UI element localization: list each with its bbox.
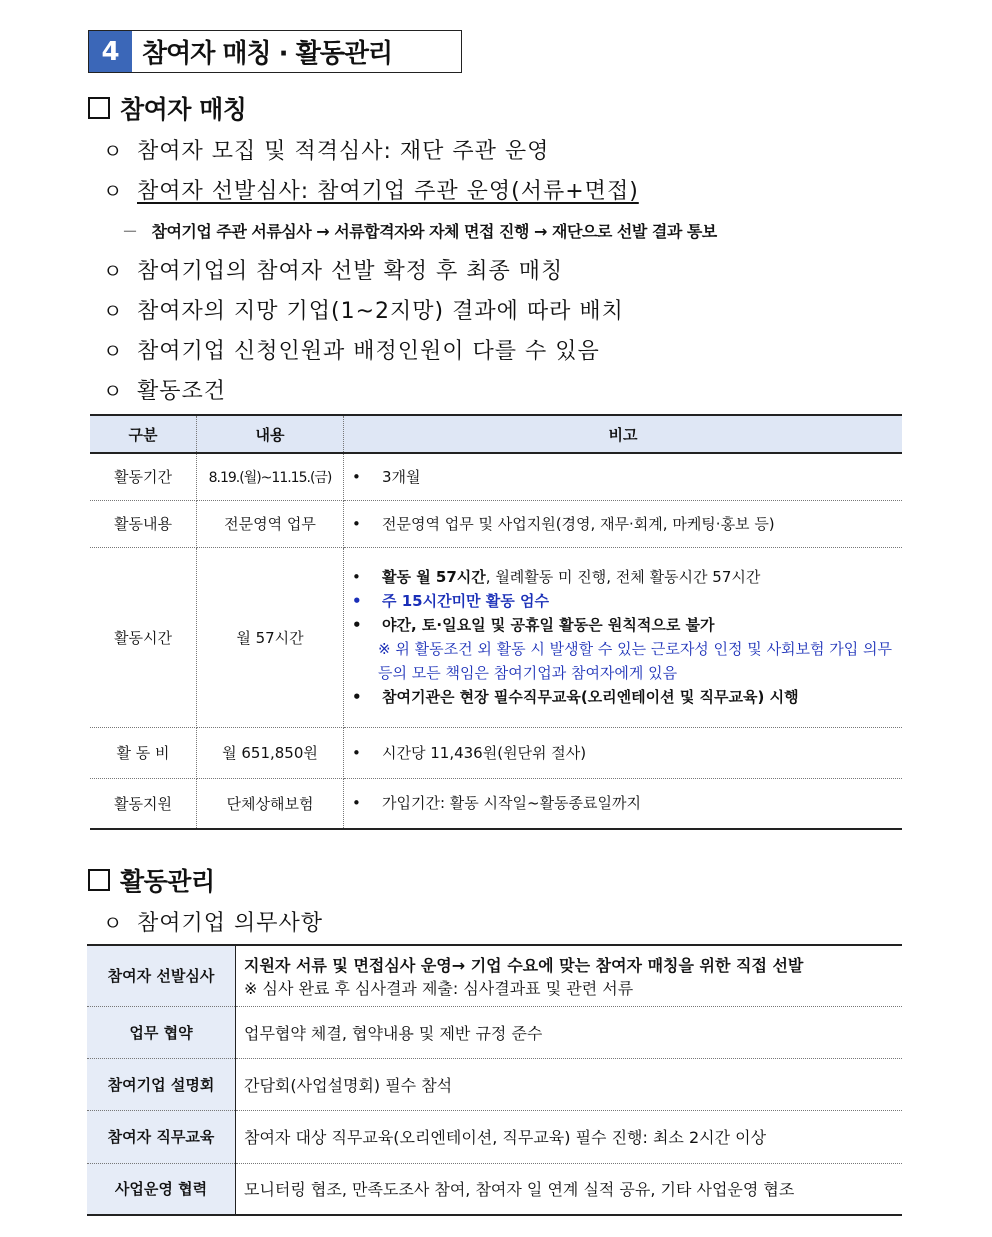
row-note: 3개월 bbox=[382, 467, 421, 486]
bullet-icon: • bbox=[352, 467, 361, 486]
bullet-item bbox=[103, 174, 639, 205]
bullet-icon: ㅇ bbox=[103, 299, 124, 323]
note-text: , 월례활동 미 진행, 전체 활동시간 57시간 bbox=[485, 568, 761, 586]
bullet-text: 참여기업 신청인원과 배정인원이 다를 수 있음 bbox=[137, 339, 600, 364]
row-value: 업무협약 체결, 협약내용 및 제반 규정 준수 bbox=[236, 1006, 903, 1058]
row-content: 단체상해보험 bbox=[197, 778, 344, 829]
bullet-icon: ㅇ bbox=[103, 379, 124, 403]
obligations-table bbox=[87, 944, 902, 1216]
subsection-title: 활동관리 bbox=[120, 867, 215, 896]
bullet-item bbox=[103, 294, 624, 325]
bullet-icon: ㅇ bbox=[103, 259, 124, 283]
row-note: 전문영역 업무 및 사업지원(경영, 재무·회계, 마케팅·홍보 등) bbox=[382, 514, 775, 533]
table-row bbox=[87, 1058, 902, 1110]
bullet-icon: • bbox=[352, 592, 362, 610]
row-note: 시간당 11,436원(원단위 절사) bbox=[382, 743, 587, 762]
section-title: 참여자 매칭 · 활동관리 bbox=[142, 39, 393, 69]
row-content: 8.19.(월)~11.15.(금) bbox=[197, 453, 344, 500]
row-content: 전문영역 업무 bbox=[197, 500, 344, 547]
dash-icon: － bbox=[122, 222, 138, 241]
bullet-icon: • bbox=[352, 794, 361, 813]
section-header bbox=[88, 30, 462, 73]
row-label: 활동기간 bbox=[90, 453, 197, 500]
bullet-item bbox=[103, 134, 549, 165]
bullet-icon: ㅇ bbox=[103, 911, 124, 935]
sub-item bbox=[122, 219, 717, 242]
row-label: 참여기업 설명회 bbox=[87, 1058, 236, 1110]
bullet-text: 참여자의 지망 기업(1~2지망) 결과에 따라 배치 bbox=[137, 299, 624, 324]
row-value: 간담회(사업설명회) 필수 참석 bbox=[236, 1058, 903, 1110]
row-label: 활동내용 bbox=[90, 500, 197, 547]
bullet-item bbox=[103, 374, 226, 405]
row-value: 모니터링 협조, 만족도조사 참여, 참여자 일 연계 실적 공유, 기타 사업운영 협조 bbox=[236, 1163, 903, 1215]
bullet-text: 참여자 모집 및 적격심사: 재단 주관 운영 bbox=[137, 139, 550, 164]
bullet-icon: ㅇ bbox=[103, 179, 124, 203]
activity-conditions-table bbox=[90, 414, 902, 830]
table-row bbox=[90, 500, 902, 547]
row-remark: ※ 심사 완료 후 심사결과 제출: 심사결과표 및 관련 서류 bbox=[244, 978, 634, 998]
table-row bbox=[90, 547, 902, 727]
column-header: 구분 bbox=[90, 415, 197, 453]
row-label: 사업운영 협력 bbox=[87, 1163, 236, 1215]
bullet-item bbox=[103, 906, 323, 937]
row-label: 활동지원 bbox=[90, 778, 197, 829]
row-label: 활 동 비 bbox=[90, 727, 197, 778]
note-text: 주 15시간미만 활동 엄수 bbox=[382, 592, 549, 610]
row-label: 업무 협약 bbox=[87, 1006, 236, 1058]
bullet-icon: ㅇ bbox=[103, 339, 124, 363]
subsection-title: 참여자 매칭 bbox=[120, 95, 247, 124]
bullet-text: 참여자 선발심사: 참여기업 주관 운영(서류+면접) bbox=[137, 179, 639, 204]
note-bold: 활동 월 57시간 bbox=[382, 568, 486, 586]
checkbox-square-icon bbox=[88, 869, 110, 891]
remark-text: ※ 위 활동조건 외 활동 시 발생할 수 있는 근로자성 인정 및 사회보험 가입 의무 등의 모든 책임은 참여기업과 참여자에게 있음 bbox=[378, 640, 893, 682]
subsection-management bbox=[88, 862, 215, 898]
note-text: 참여기관은 현장 필수직무교육(오리엔테이션 및 직무교육) 시행 bbox=[382, 688, 799, 706]
note-text: 야간, 토·일요일 및 공휴일 활동은 원칙적으로 불가 bbox=[382, 616, 715, 634]
bullet-item bbox=[103, 254, 563, 285]
column-header: 내용 bbox=[197, 415, 344, 453]
row-label: 활동시간 bbox=[90, 547, 197, 727]
subsection-matching bbox=[88, 90, 246, 126]
section-number: 4 bbox=[89, 31, 132, 72]
row-value: 지원자 서류 및 면접심사 운영→ 기업 수요에 맞는 참여자 매칭을 위한 직접 선발 bbox=[244, 955, 804, 975]
bullet-text: 참여기업의 참여자 선발 확정 후 최종 매칭 bbox=[137, 259, 564, 284]
bullet-icon: • bbox=[352, 568, 361, 586]
bullet-icon: • bbox=[352, 688, 362, 706]
row-label: 참여자 직무교육 bbox=[87, 1110, 236, 1163]
table-row bbox=[87, 1006, 902, 1058]
table-row bbox=[90, 778, 902, 829]
row-content: 월 651,850원 bbox=[197, 727, 344, 778]
checkbox-square-icon bbox=[88, 97, 110, 119]
row-label: 참여자 선발심사 bbox=[87, 945, 236, 1006]
bullet-icon: • bbox=[352, 514, 361, 533]
table-row bbox=[87, 1110, 902, 1163]
row-content: 월 57시간 bbox=[197, 547, 344, 727]
sub-text: 참여기업 주관 서류심사 → 서류합격자와 자체 면접 진행 → 재단으로 선발 결과 통보 bbox=[151, 222, 717, 241]
row-note: 가입기간: 활동 시작일~활동종료일까지 bbox=[382, 794, 641, 813]
table-row bbox=[87, 1163, 902, 1215]
bullet-icon: ㅇ bbox=[103, 139, 124, 163]
table-header-row bbox=[90, 415, 902, 453]
row-value: 참여자 대상 직무교육(오리엔테이션, 직무교육) 필수 진행: 최소 2시간 이상 bbox=[236, 1110, 903, 1163]
table-row bbox=[87, 945, 902, 1006]
table-row bbox=[90, 453, 902, 500]
bullet-item bbox=[103, 334, 600, 365]
bullet-text: 활동조건 bbox=[137, 379, 227, 404]
table-row bbox=[90, 727, 902, 778]
column-header: 비고 bbox=[344, 415, 903, 453]
bullet-icon: • bbox=[352, 743, 361, 762]
bullet-text: 참여기업 의무사항 bbox=[137, 911, 324, 936]
bullet-icon: • bbox=[352, 616, 362, 634]
